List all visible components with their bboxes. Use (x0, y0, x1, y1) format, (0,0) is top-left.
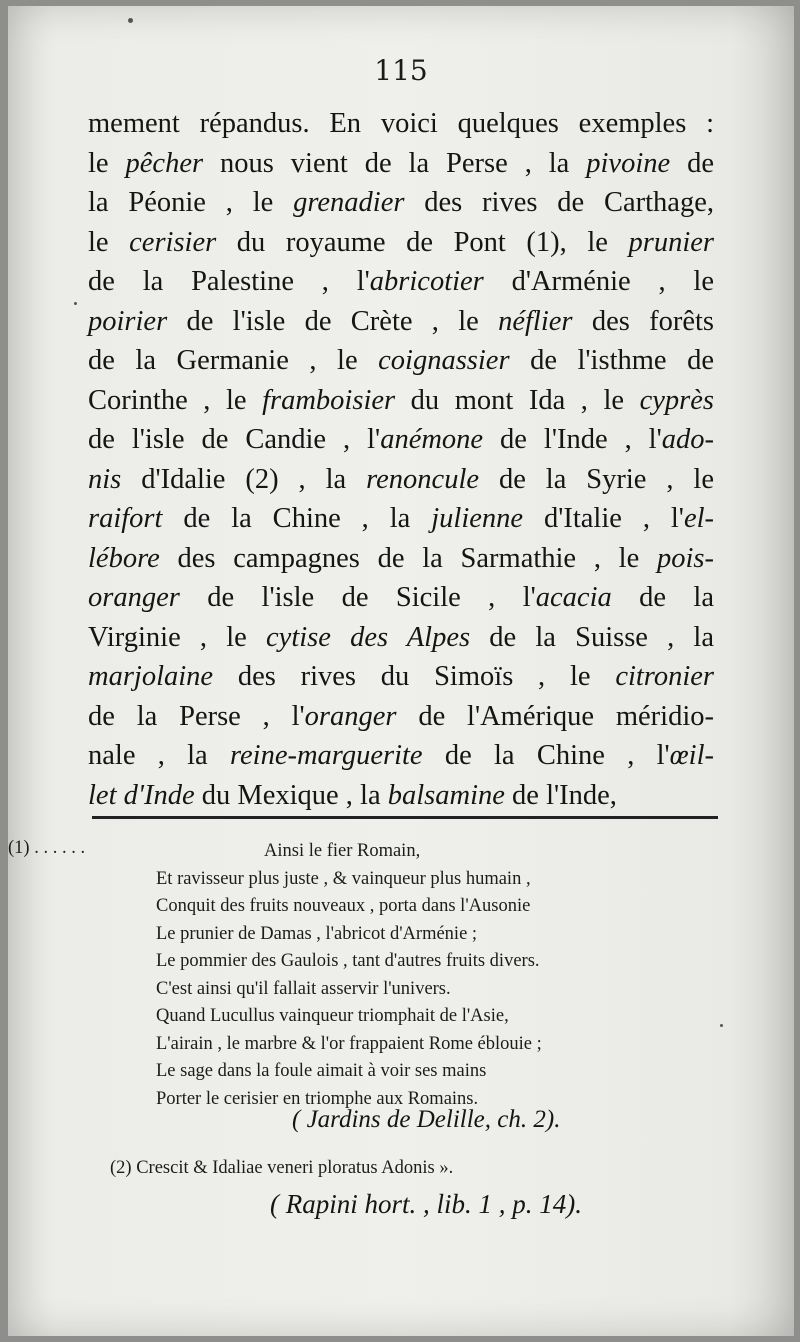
text-run: de l'Inde , l' (483, 424, 662, 455)
paper-speck (74, 302, 77, 305)
text-run: de la Chine , l' (422, 740, 670, 771)
text-line (88, 539, 714, 579)
verse-line: Le pommier des Gaulois , tant d'autres fruits divers. (156, 951, 540, 971)
text-line (88, 104, 714, 144)
text-line (88, 420, 714, 460)
text-line (88, 776, 714, 816)
italic-term: grenadier (293, 187, 405, 218)
verse-line: Et ravisseur plus juste , & vainqueur plus humain , (156, 868, 531, 889)
text-line (88, 381, 714, 421)
italic-term: abricotier (369, 266, 484, 297)
footnote-1-label: (1) . . . . . . (8, 838, 86, 858)
footnote-rule (92, 816, 718, 819)
italic-term: ado- (661, 424, 714, 455)
italic-term: marjolaine (88, 661, 214, 692)
italic-term: pivoine (586, 147, 671, 179)
italic-term: cerisier (129, 226, 217, 258)
text-run: des campagnes de la Sarmathie , le (159, 542, 657, 574)
text-run: de l'isle de Candie , l' (88, 424, 381, 455)
italic-term: balsamine (387, 779, 505, 811)
italic-term: cyprès (639, 384, 714, 416)
italic-term: pêcher (125, 147, 204, 179)
verse-line: C'est ainsi qu'il fallait asservir l'univers. (156, 978, 451, 999)
footnote-1-citation: ( Jardins de Delille, ch. 2). (292, 1106, 561, 1133)
text-run: des rives de Carthage, (404, 187, 714, 218)
text-run: des rives du Simoïs , le (213, 661, 616, 692)
text-run: de l'Inde, (504, 779, 617, 811)
text-run: du Mexique , la (194, 779, 388, 811)
text-run: de l'Amérique méridio- (396, 700, 714, 732)
italic-term: julienne (431, 503, 524, 534)
text-run: de (670, 147, 714, 179)
verse-line: Le sage dans la foule aimait à voir ses mains (156, 1061, 487, 1081)
italic-term: oranger (304, 700, 397, 732)
text-line (88, 578, 714, 618)
text-run: de la Perse , l' (88, 700, 305, 732)
text-line (88, 460, 714, 500)
verse-line: Quand Lucullus vainqueur triomphait de l'Asie, (156, 1006, 509, 1026)
footnote-2-citation: ( Rapini hort. , lib. 1 , p. 14). (270, 1189, 582, 1219)
text-run: du mont Ida , le (395, 384, 640, 416)
italic-term: anémone (380, 424, 484, 455)
verse-line: L'airain , le marbre & l'or frappaient Rome éblouie ; (156, 1033, 542, 1054)
footnote-2-text: (2) Crescit & Idaliae veneri ploratus Adonis ». (110, 1158, 454, 1178)
text-run: Virginie , le (88, 621, 267, 653)
italic-term: néflier (498, 305, 573, 337)
italic-term: lébore (88, 542, 160, 574)
book-page (8, 6, 794, 1336)
text-line (88, 697, 714, 737)
italic-term: prunier (628, 226, 714, 258)
verse-line: Porter le cerisier en triomphe aux Romains. (156, 1088, 479, 1109)
text-run: d'Italie , l' (523, 503, 684, 534)
italic-term: framboisier (262, 384, 396, 416)
paper-speck (128, 18, 133, 23)
text-run: de la Suisse , la (470, 621, 715, 653)
italic-term: raifort (88, 503, 163, 534)
text-run: de la Germanie , le (88, 345, 379, 376)
italic-term: let d'Inde (88, 779, 195, 811)
paper-speck (720, 1024, 723, 1027)
text-run: mement répandus. En voici quelques exemples : (88, 108, 714, 139)
text-run: nale , la (88, 740, 230, 771)
text-line (88, 144, 714, 184)
text-run: nous vient de la Perse , la (203, 147, 587, 179)
footnote-1-verse (156, 838, 716, 1113)
main-text-block (88, 104, 714, 815)
text-line (88, 657, 714, 697)
text-run: le (88, 226, 130, 258)
text-run: de la (611, 582, 715, 613)
italic-term: citronier (615, 661, 714, 692)
italic-term: poirier (88, 305, 168, 337)
text-line (88, 262, 714, 302)
italic-term: nis (88, 463, 122, 495)
text-run: de la Palestine , l' (88, 266, 370, 297)
text-line (88, 183, 714, 223)
text-line (88, 618, 714, 658)
verse-line: Conquit des fruits nouveaux , porta dans l'Ausonie (156, 896, 531, 916)
italic-term: el- (683, 503, 714, 534)
text-run: de l'isle de Sicile , l' (179, 582, 536, 613)
italic-term: oranger (88, 582, 180, 613)
italic-term: pois- (657, 542, 714, 574)
text-line (88, 341, 714, 381)
italic-term: renoncule (366, 463, 480, 495)
text-run: de l'isthme de (509, 345, 714, 376)
text-line (88, 499, 714, 539)
text-run: de l'isle de Crète , le (167, 305, 499, 337)
italic-term: cytise des Alpes (266, 621, 471, 653)
text-run: d'Idalie (2) , la (121, 463, 367, 495)
page-number: 115 (374, 54, 428, 87)
italic-term: acacia (535, 582, 612, 613)
verse-line: Ainsi le fier Romain, (264, 841, 421, 861)
italic-term: œil- (669, 740, 714, 771)
text-run: de la Chine , la (162, 503, 432, 534)
text-line (88, 302, 714, 342)
italic-term: reine-marguerite (229, 740, 423, 771)
text-line (88, 736, 714, 776)
verse-line: Le prunier de Damas , l'abricot d'Arménie ; (156, 923, 478, 944)
text-run: d'Arménie , le (483, 266, 714, 297)
text-run: la Péonie , le (88, 187, 294, 218)
text-run: des forêts (572, 305, 714, 337)
text-run: Corinthe , le (88, 384, 263, 416)
text-run: du royaume de Pont (1), le (216, 226, 629, 258)
text-line (88, 223, 714, 263)
text-run: le (88, 147, 126, 179)
text-run: de la Syrie , le (479, 463, 714, 495)
italic-term: coignassier (378, 345, 510, 376)
